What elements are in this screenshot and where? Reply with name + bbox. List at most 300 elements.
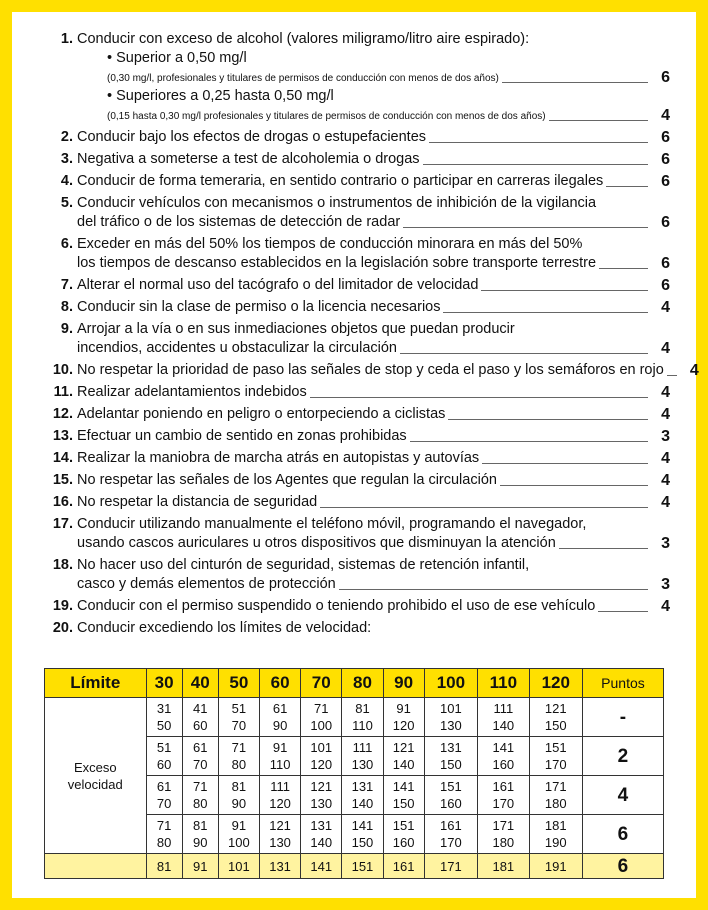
infraction-item <box>40 361 699 380</box>
speed-value: 121 <box>269 818 291 833</box>
speed-range-cell <box>259 854 300 879</box>
item-text: los tiempos de descanso establecidos en la legislación sobre transporte terrestre <box>77 255 597 271</box>
speed-range-cell <box>424 776 477 815</box>
points-value: 3 <box>661 535 670 552</box>
item-text: incendios, accidentes u obstaculizar la circulación <box>77 340 397 356</box>
item-number: 6. <box>60 236 73 252</box>
speed-value: 121 <box>392 740 415 755</box>
speed-value: 71 <box>231 740 247 755</box>
speed-value: 131 <box>269 858 291 874</box>
limit-value: 60 <box>259 669 300 698</box>
speed-range-cell <box>146 815 182 854</box>
item-text: Realizar adelantamientos indebidos <box>77 384 307 400</box>
leader-line <box>410 441 648 442</box>
speed-range-cell <box>259 815 300 854</box>
speed-value: 91 <box>272 740 288 755</box>
speed-value: 160 <box>440 796 462 811</box>
item-line <box>77 405 670 424</box>
speed-value: 110 <box>352 718 373 733</box>
infraction-item <box>40 235 670 273</box>
table-row <box>45 854 664 879</box>
leader-line <box>500 485 648 486</box>
speed-range-cell <box>301 854 342 879</box>
item-number: 14. <box>52 450 73 466</box>
speed-range-cell <box>478 854 530 879</box>
speed-range-cell <box>218 854 259 879</box>
speed-value: 150 <box>440 757 462 772</box>
speed-value: 91 <box>231 818 247 833</box>
item-line <box>77 128 670 147</box>
speed-range-cell <box>424 737 477 776</box>
speed-value: 161 <box>440 818 462 833</box>
speed-range-cell <box>146 737 182 776</box>
item-text: Efectuar un cambio de sentido en zonas prohibidas <box>77 428 407 444</box>
speed-range-cell <box>259 737 300 776</box>
speed-value: 181 <box>544 818 567 833</box>
speed-value: 140 <box>351 796 374 811</box>
points-value: 6 <box>661 129 670 146</box>
row-points: 4 <box>582 776 663 815</box>
speed-value: 170 <box>440 835 462 850</box>
leader-line <box>423 164 648 165</box>
points-value: 4 <box>661 299 670 316</box>
item-number: 20. <box>52 620 73 636</box>
speed-value: 100 <box>228 835 250 850</box>
points-value: 6 <box>661 151 670 168</box>
item-line <box>77 383 670 402</box>
speed-range-cell <box>146 854 182 879</box>
speed-range-cell <box>218 698 259 737</box>
item-number: 18. <box>52 557 73 573</box>
speed-range-cell <box>182 737 218 776</box>
speed-range-cell <box>146 698 182 737</box>
speed-range-cell <box>301 776 342 815</box>
leader-line <box>429 142 648 143</box>
speed-range-cell <box>218 776 259 815</box>
limit-value: 70 <box>301 669 342 698</box>
item-number: 16. <box>52 494 73 510</box>
speed-range-cell <box>301 737 342 776</box>
speed-value: 171 <box>544 779 567 794</box>
item-body <box>77 427 670 446</box>
infraction-item <box>40 128 670 147</box>
item-line <box>77 493 670 512</box>
speed-range-cell <box>182 854 218 879</box>
item-text: No respetar las señales de los Agentes que regulan la circulación <box>77 472 497 488</box>
speed-value: 111 <box>493 701 514 716</box>
leader-line <box>310 397 648 398</box>
item-number: 8. <box>60 299 73 315</box>
item-text: Adelantar poniendo en peligro o entorpeciendo a ciclistas <box>77 406 446 422</box>
points-value: 4 <box>689 362 699 379</box>
speed-value: 140 <box>310 835 333 850</box>
speed-range-cell <box>529 737 582 776</box>
speed-range-cell <box>529 776 582 815</box>
speed-range-cell <box>342 776 383 815</box>
speed-value: 110 <box>269 757 291 772</box>
points-value: 4 <box>661 384 670 401</box>
item-text: Exceder en más del 50% los tiempos de conducción minorara en más del 50% <box>77 236 583 252</box>
speed-value: 170 <box>544 757 567 772</box>
speed-value: 70 <box>231 718 247 733</box>
speed-value: 111 <box>352 740 373 755</box>
item-number: 19. <box>52 598 73 614</box>
speed-value: 120 <box>310 757 333 772</box>
speed-value: 151 <box>440 779 462 794</box>
speed-range-cell <box>529 854 582 879</box>
item-body <box>77 276 670 295</box>
speed-value: 130 <box>440 718 462 733</box>
sub-item-note: (0,30 mg/l, profesionales y titulares de permisos de conducción con menos de dos años) <box>107 73 499 84</box>
speed-range-cell <box>383 854 424 879</box>
item-text: Arrojar a la vía o en sus inmediaciones objetos que puedan producir <box>77 321 515 337</box>
speed-value: 140 <box>492 718 515 733</box>
speed-value: 171 <box>440 858 462 874</box>
speed-value: 71 <box>192 779 208 794</box>
sub-item-line <box>107 106 670 125</box>
speed-value: 61 <box>156 779 172 794</box>
excess-label-line: velocidad <box>67 776 123 792</box>
leader-line <box>403 227 648 228</box>
item-line <box>77 427 670 446</box>
speed-range-cell <box>342 854 383 879</box>
item-number: 3. <box>60 151 73 167</box>
limit-value: 90 <box>383 669 424 698</box>
leader-line <box>549 120 648 121</box>
item-number: 13. <box>52 428 73 444</box>
speed-range-cell <box>259 776 300 815</box>
sub-item-text: • Superior a 0,50 mg/l <box>107 50 247 66</box>
item-text: Conducir vehículos con mecanismos o instrumentos de inhibición de la vigilancia <box>77 195 597 211</box>
speed-value: 121 <box>310 779 333 794</box>
points-value: 3 <box>661 428 670 445</box>
item-line <box>77 515 670 534</box>
speed-value: 151 <box>544 740 567 755</box>
speed-value: 70 <box>156 796 172 811</box>
speed-value: 101 <box>440 701 462 716</box>
infraction-item <box>40 515 670 553</box>
blank-cell <box>45 854 147 879</box>
speed-value: 41 <box>192 701 208 716</box>
item-text: Conducir excediendo los límites de velocidad: <box>77 620 372 636</box>
speed-range-cell <box>342 737 383 776</box>
speed-value: 120 <box>269 796 291 811</box>
speed-value: 61 <box>272 701 288 716</box>
speed-range-cell <box>478 737 530 776</box>
speed-value: 50 <box>156 718 172 733</box>
limit-value: 40 <box>182 669 218 698</box>
item-body <box>77 493 670 512</box>
speed-range-cell <box>146 776 182 815</box>
infraction-item <box>40 449 670 468</box>
speed-range-cell <box>182 776 218 815</box>
points-value: 4 <box>661 340 670 357</box>
speed-value: 91 <box>192 858 208 874</box>
sub-item-text: • Superiores a 0,25 hasta 0,50 mg/l <box>107 88 334 104</box>
item-body <box>77 556 670 594</box>
speed-value: 51 <box>156 740 172 755</box>
item-line <box>77 339 670 358</box>
leader-line <box>606 186 648 187</box>
item-body <box>77 172 670 191</box>
item-line <box>77 556 670 575</box>
points-value: 3 <box>661 576 670 593</box>
item-body <box>77 597 670 616</box>
leader-line <box>502 82 648 83</box>
speed-value: 141 <box>392 779 415 794</box>
speed-range-cell <box>424 815 477 854</box>
item-number: 4. <box>60 173 73 189</box>
item-text: Conducir con el permiso suspendido o teniendo prohibido el uso de ese vehículo <box>77 598 596 614</box>
speed-value: 131 <box>351 779 374 794</box>
item-number: 9. <box>60 321 73 337</box>
speed-value: 150 <box>544 718 567 733</box>
infraction-item <box>40 556 670 594</box>
points-value: 4 <box>661 472 670 489</box>
speed-value: 180 <box>492 835 515 850</box>
infraction-item <box>40 383 670 402</box>
infraction-list <box>40 30 699 641</box>
speed-value: 80 <box>156 835 172 850</box>
speed-value: 140 <box>392 757 415 772</box>
points-value: 4 <box>661 450 670 467</box>
leader-line <box>481 290 648 291</box>
infraction-item <box>40 493 670 512</box>
item-text: casco y demás elementos de protección <box>77 576 336 592</box>
row-points: - <box>582 698 663 737</box>
item-number: 1. <box>60 31 73 47</box>
speed-value: 81 <box>156 858 172 874</box>
limit-value: 120 <box>529 669 582 698</box>
row-points: 6 <box>582 815 663 854</box>
item-body <box>77 383 670 402</box>
limit-value: 30 <box>146 669 182 698</box>
speed-value: 81 <box>231 779 247 794</box>
item-number: 10. <box>52 362 73 378</box>
item-body <box>77 150 670 169</box>
item-body <box>77 471 670 490</box>
speed-value: 81 <box>192 818 208 833</box>
leader-line <box>400 353 648 354</box>
item-text: Conducir bajo los efectos de drogas o estupefacientes <box>77 129 427 145</box>
item-line <box>77 449 670 468</box>
leader-line <box>599 268 648 269</box>
speed-range-cell <box>478 698 530 737</box>
speed-value: 70 <box>192 757 208 772</box>
infraction-item <box>40 150 670 169</box>
item-body <box>77 405 670 424</box>
speed-value: 100 <box>310 718 333 733</box>
points-header: Puntos <box>582 669 663 698</box>
item-line <box>77 320 670 339</box>
limit-value: 110 <box>478 669 530 698</box>
item-line <box>77 534 670 553</box>
infraction-item <box>40 194 670 232</box>
item-line <box>77 361 699 380</box>
item-line <box>77 575 670 594</box>
speed-range-cell <box>218 815 259 854</box>
speed-value: 90 <box>231 796 247 811</box>
speed-value: 130 <box>310 796 333 811</box>
speed-value: 71 <box>314 701 329 716</box>
infraction-item <box>40 597 670 616</box>
item-text: Alterar el normal uso del tacógrafo o del limitador de velocidad <box>77 277 479 293</box>
speed-value: 120 <box>392 718 415 733</box>
leader-line <box>443 312 648 313</box>
item-text: No respetar la distancia de seguridad <box>77 494 318 510</box>
item-text: del tráfico o de los sistemas de detección de radar <box>77 214 401 230</box>
speed-value: 80 <box>192 796 208 811</box>
points-value: 6 <box>661 173 670 190</box>
item-line <box>77 597 670 616</box>
excess-label-line: Exceso <box>73 759 117 775</box>
leader-line <box>667 375 677 376</box>
speed-value: 121 <box>544 701 567 716</box>
item-line <box>77 471 670 490</box>
item-text: Conducir con exceso de alcohol (valores miligramo/litro aire espirado): <box>77 31 530 47</box>
speed-range-cell <box>478 815 530 854</box>
speed-value: 111 <box>270 779 290 794</box>
speed-range-cell <box>383 737 424 776</box>
item-body <box>77 320 670 358</box>
infraction-item <box>40 320 670 358</box>
item-line <box>77 235 670 254</box>
leader-line <box>448 419 648 420</box>
speed-value: 161 <box>392 858 415 874</box>
speed-value: 160 <box>492 757 515 772</box>
item-body <box>77 449 670 468</box>
speed-value: 130 <box>269 835 291 850</box>
item-text: Conducir utilizando manualmente el teléfono móvil, programando el navegador, <box>77 516 587 532</box>
sub-item <box>107 87 670 125</box>
table-header-row <box>45 669 664 698</box>
item-line <box>77 30 670 49</box>
item-number: 12. <box>52 406 73 422</box>
speed-value: 181 <box>492 858 515 874</box>
table-row <box>45 698 664 737</box>
speed-value: 141 <box>492 740 515 755</box>
item-body <box>77 235 670 273</box>
item-body <box>77 30 670 125</box>
item-line <box>77 298 670 317</box>
leader-line <box>559 548 648 549</box>
limit-value: 50 <box>218 669 259 698</box>
infraction-item <box>40 298 670 317</box>
infraction-item <box>40 172 670 191</box>
speed-range-cell <box>529 698 582 737</box>
leader-line <box>598 611 648 612</box>
item-number: 15. <box>52 472 73 488</box>
item-line <box>77 172 670 191</box>
speed-range-cell <box>342 698 383 737</box>
infraction-item <box>40 30 670 125</box>
item-text: usando cascos auriculares u otros dispositivos que disminuyan la atención <box>77 535 556 551</box>
sub-item-note: (0,15 hasta 0,30 mg/l profesionales y titulares de permisos de conducción con menos de dos años) <box>107 111 546 122</box>
speed-value: 60 <box>192 718 208 733</box>
speed-value: 101 <box>228 858 250 874</box>
points-value: 4 <box>661 406 670 423</box>
item-body <box>77 128 670 147</box>
item-line <box>77 213 670 232</box>
speed-range-cell <box>424 698 477 737</box>
row-points: 2 <box>582 737 663 776</box>
speed-range-cell <box>529 815 582 854</box>
speed-range-cell <box>383 776 424 815</box>
speed-value: 151 <box>351 858 374 874</box>
item-number: 5. <box>60 195 73 211</box>
speed-value: 81 <box>355 701 370 716</box>
speed-value: 91 <box>396 701 411 716</box>
speed-value: 130 <box>351 757 374 772</box>
item-body <box>77 619 670 638</box>
speed-range-cell <box>342 815 383 854</box>
speed-value: 51 <box>231 701 247 716</box>
speed-value: 90 <box>272 718 288 733</box>
item-body <box>77 194 670 232</box>
speed-range-cell <box>383 815 424 854</box>
points-value: 4 <box>661 107 670 124</box>
item-line <box>77 254 670 273</box>
points-value: 6 <box>661 69 670 86</box>
item-number: 2. <box>60 129 73 145</box>
speed-value: 131 <box>440 740 462 755</box>
speed-value: 60 <box>156 757 172 772</box>
limit-header: Límite <box>45 669 147 698</box>
speed-range-cell <box>301 815 342 854</box>
speed-value: 90 <box>192 835 208 850</box>
speed-value: 161 <box>492 779 515 794</box>
infraction-item <box>40 427 670 446</box>
limit-value: 80 <box>342 669 383 698</box>
speed-value: 191 <box>544 858 567 874</box>
speed-value: 131 <box>310 818 333 833</box>
speed-value: 31 <box>156 701 172 716</box>
speed-value: 170 <box>492 796 515 811</box>
item-number: 17. <box>52 516 73 532</box>
item-number: 11. <box>53 384 73 400</box>
sub-item-line <box>107 68 670 87</box>
infraction-item <box>40 405 670 424</box>
speed-value: 190 <box>544 835 567 850</box>
item-text: Conducir sin la clase de permiso o la licencia necesarios <box>77 299 441 315</box>
item-number: 7. <box>60 277 73 293</box>
infraction-item <box>40 471 670 490</box>
item-text: No respetar la prioridad de paso las señales de stop y ceda el paso y los semáforos en rojo <box>77 362 664 378</box>
speed-range-cell <box>218 737 259 776</box>
speed-value: 61 <box>192 740 208 755</box>
speed-value: 171 <box>492 818 515 833</box>
item-text: Negativa a someterse a test de alcoholemia o drogas <box>77 151 420 167</box>
leader-line <box>320 507 648 508</box>
speed-value: 141 <box>351 818 374 833</box>
item-line <box>77 619 670 638</box>
speed-value: 101 <box>310 740 333 755</box>
speed-range-cell <box>182 698 218 737</box>
points-value: 4 <box>661 598 670 615</box>
item-line <box>77 150 670 169</box>
item-text: Conducir de forma temeraria, en sentido contrario o participar en carreras ilegales <box>77 173 604 189</box>
speed-value: 180 <box>544 796 567 811</box>
item-line <box>77 276 670 295</box>
leader-line <box>482 463 648 464</box>
speed-value: 150 <box>351 835 374 850</box>
speed-value: 160 <box>392 835 415 850</box>
points-value: 6 <box>661 255 670 272</box>
item-text: Realizar la maniobra de marcha atrás en autopistas y autovías <box>77 450 480 466</box>
sub-item <box>107 49 670 87</box>
speed-value: 80 <box>231 757 247 772</box>
points-value: 6 <box>661 277 670 294</box>
